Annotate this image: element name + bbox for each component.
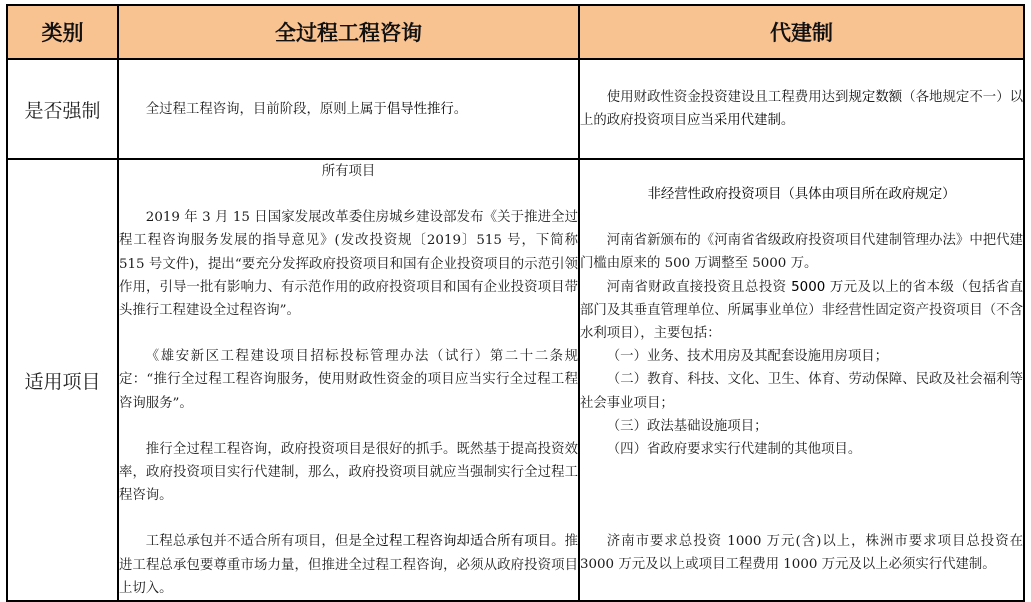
cell-mandatory-consulting <box>118 59 579 159</box>
spacer <box>580 160 1023 183</box>
list-item: （四）省政府要求实行代建制的其他项目。 <box>606 442 862 458</box>
mandatory-agent-text <box>580 86 1023 132</box>
text-span: 。 <box>453 102 468 118</box>
list-item: （三）政法基础设施项目； <box>606 418 768 434</box>
text-span: 工程总承包并不适合所有项目，但是 <box>145 534 362 550</box>
cell-applicable-consulting <box>118 159 579 601</box>
header-row <box>7 5 1024 59</box>
header-whole-process-consulting: 全过程工程咨询 <box>118 5 579 59</box>
header-category: 类别 <box>7 5 118 59</box>
spacer <box>119 415 578 438</box>
section-title: 所有项目 <box>321 164 376 179</box>
text-span: 全过程工程咨询，目前阶段，原则上属于 <box>145 102 387 118</box>
comparison-table <box>6 4 1025 602</box>
spacer <box>580 484 1023 507</box>
text-span: 。 <box>780 113 795 128</box>
section-title: 非经营性政府投资项目（具体由项目所在政府规定） <box>647 187 956 202</box>
cell-applicable-agent <box>579 159 1024 601</box>
list-item: （二）教育、科技、文化、卫生、体育、劳动保障、民政及社会福利等社会事业项目； <box>580 372 1023 411</box>
list-item: （一）业务、技术用房及其配套设施用房项目； <box>606 349 888 365</box>
paragraph <box>580 276 1023 346</box>
header-agent-construction: 代建制 <box>579 5 1024 59</box>
bold-text-span: 全过程工程咨询却适合所有项目 <box>361 534 552 550</box>
spacer <box>119 507 578 530</box>
bold-text-span: 倡导性推行 <box>386 102 454 118</box>
paragraph: 推行全过程工程咨询，政府投资项目是很好的抓手。既然基于提高投资效率，政府投资项目实行代建制，那么，政府投资项目就应当强制实行全过程工程咨询。 <box>119 441 578 504</box>
paragraph: 2019 年 3 月 15 日国家发展改革委住房城乡建设部发布《关于推进全过程工程咨询服务发展的指导意见》(发改投资规〔2019〕515 号，下简称 515 号文件)，提出“要充分发挥政府投资项目和国有企业投资项目的示范引领作用，引导一批有影响力、有示范作用的政府投资项目和国有企业投资项目带头推行工程建设全过程咨询”。 <box>119 210 578 319</box>
text-span: （各地规定不一）以上的政府投资项目 <box>580 89 1024 128</box>
text-span: 河南省财政直接投资且总投资 <box>606 279 792 295</box>
table-row-mandatory <box>7 59 1024 159</box>
bold-text-span: 规定数额 <box>848 89 903 105</box>
row-label-mandatory: 是否强制 <box>7 59 118 159</box>
spacer <box>580 206 1023 229</box>
cell-mandatory-agent <box>579 59 1024 159</box>
paragraph: 济南市要求总投资 1000 万元(含)以上，株洲市要求项目总投资在 3000 万元及以上或项目工程费用 1000 万元及以上必须实行代建制。 <box>580 534 1023 573</box>
paragraph <box>119 530 578 600</box>
row-label-applicable: 适用项目 <box>7 159 118 601</box>
paragraph: 河南省新颁布的《河南省省级政府投资项目代建制管理办法》中把代建门槛由原来的 500 万调整至 5000 万。 <box>580 233 1023 272</box>
spacer <box>119 183 578 206</box>
spacer <box>580 461 1023 484</box>
text-span: 。推进工程总承包要尊重市场力量，但推进全过程工程咨询，必须从政府投资项目上切入。 <box>119 534 579 596</box>
table-row-applicable <box>7 159 1024 601</box>
bold-text-span: 5000 万 <box>791 279 844 295</box>
paragraph: 《雄安新区工程建设项目招标投标管理办法（试行）第二十二条规定：“推行全过程工程咨询服务，使用财政性资金的项目应当实行全过程工程咨询服务”。 <box>119 349 578 411</box>
spacer <box>580 507 1023 530</box>
text-span: 使用财政性资金投资建设且工程费用达到 <box>606 89 849 105</box>
text-span: 元及以上的省本级（包括省直部门及其垂直管理单位、所属事业单位）非经营性固定资产投资项目（不含水利项目），主要包括： <box>580 279 1023 342</box>
spacer <box>119 322 578 345</box>
bold-text-span: 应当采用代建制 <box>687 113 781 128</box>
mandatory-consulting-text <box>119 96 578 121</box>
